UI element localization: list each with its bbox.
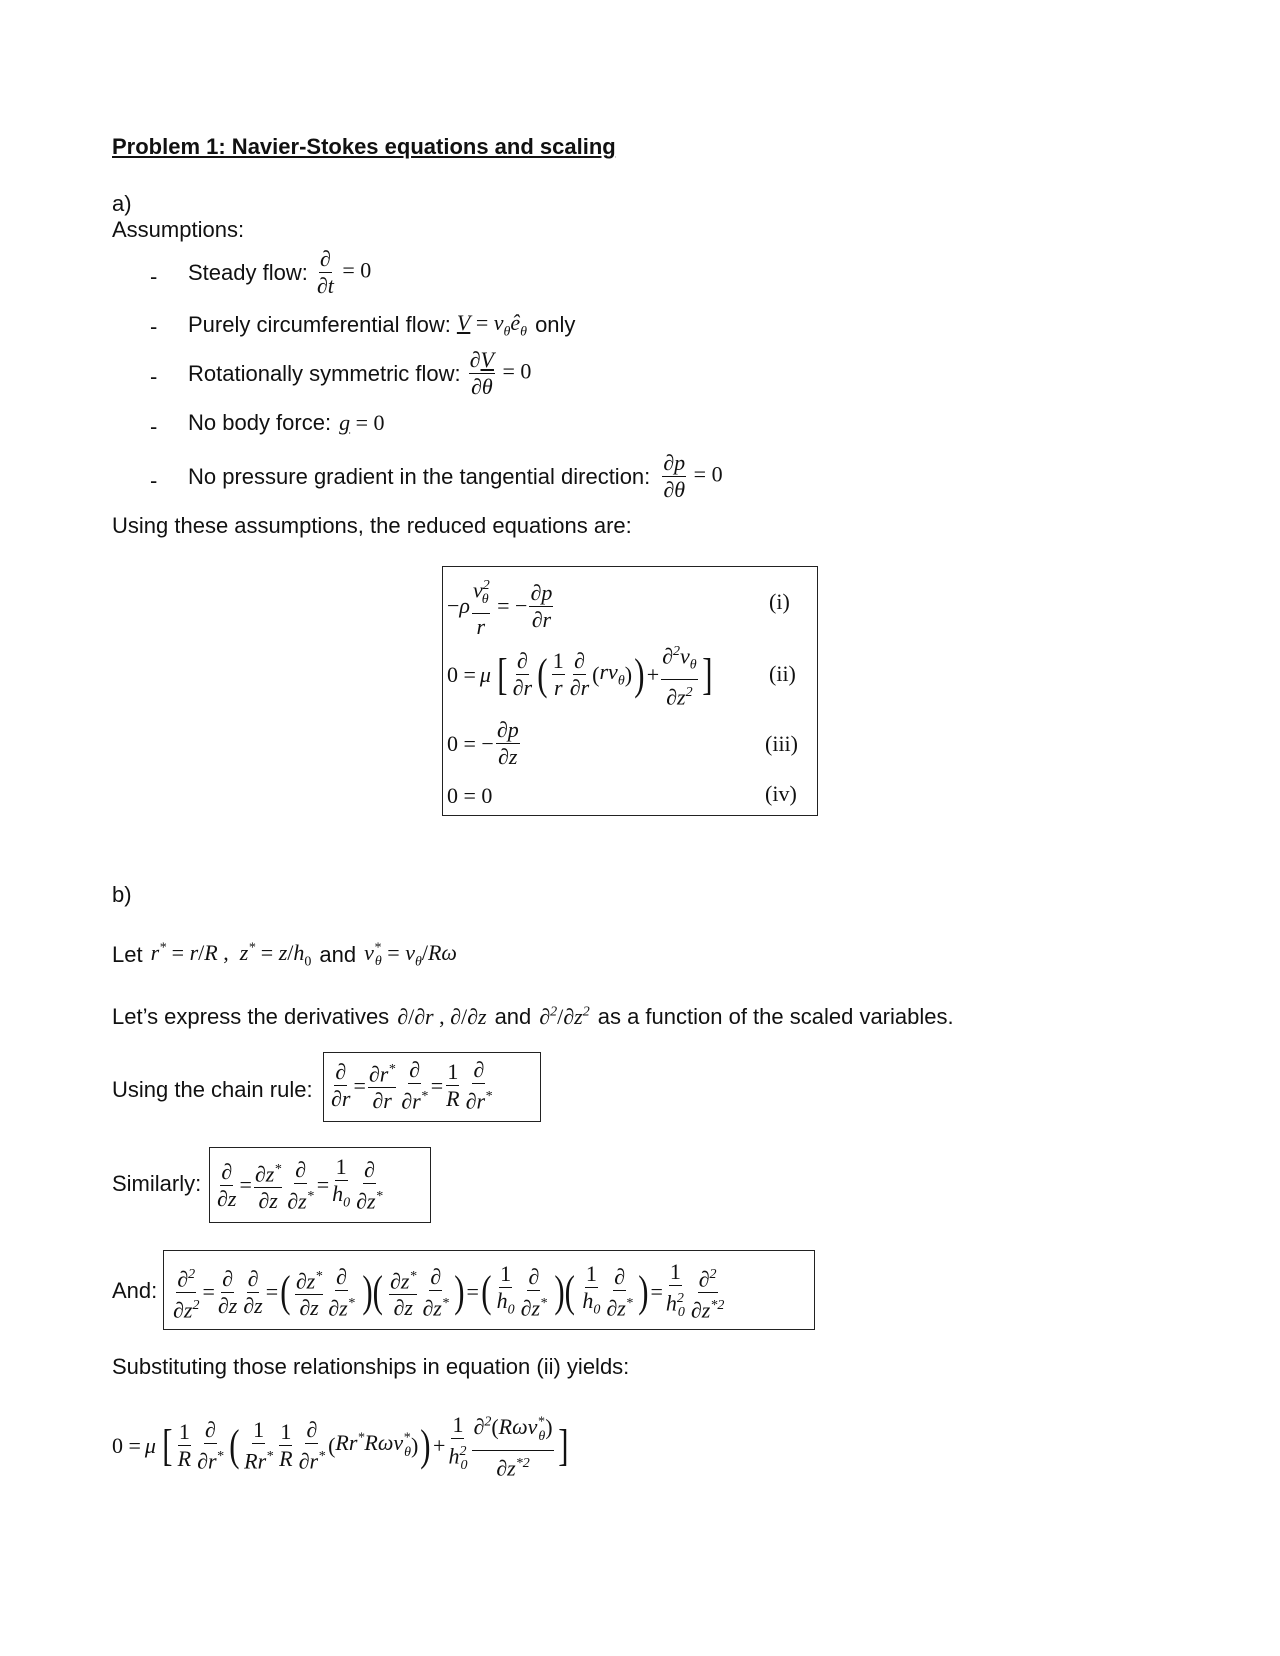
second-derivative-equation: $\frac{\partial^2}{\partial z^2}$ = $\frac{\partial}{\partial z}$ $\frac{\partial}{\partial z}$ = ( $\frac{\partial z^*}{\partial z}$ $\frac{\partial}{\partial z^*}$ )( $\frac{\partial z^*}{\partial z}$ $\frac{\partial}{\partial z^*}$ ) = ( $\frac{1}{h_0}$ $\frac{\partial}{\partial z^*}$ )( $\frac{1}{h_0}$ $\frac{\partial}{\partial z^*}$ ) = $\frac{1}{h^2_0}$ $\frac{\partial^2}{\partial z^{*2}}$ [173,1259,725,1323]
assumption-suffix: only [535,312,576,338]
let-label: Let [112,942,143,968]
bullet-dash: - [150,468,158,493]
express-text-b: as a function of the scaled variables. [597,1004,954,1029]
assumption-no-pressure-gradient [188,450,723,503]
math: $\partial^2/\partial z^2$ [539,1004,590,1029]
assumption-label: Purely circumferential flow: [188,312,451,338]
assumption-label: No pressure gradient in the tangential direction: [188,463,651,489]
assumption-label: Steady flow: [188,259,308,285]
second-derivative-box [163,1250,815,1330]
and-word: and [494,1004,532,1029]
assumption-steady-flow [188,246,371,299]
equation-label: (ii) [769,661,796,686]
assumption-circumferential [188,310,575,340]
part-b-label: b) [112,882,132,907]
equation-label: (i) [769,589,790,614]
substituting-text: Substituting those relationships in equation (ii) yields: [112,1354,630,1379]
express-text-a: Let’s express the derivatives [112,1004,390,1029]
equation-label: (iv) [765,781,797,806]
chain-rule-box [323,1052,541,1122]
equation-ii: 0 = μ [ $\frac{\partial}{\partial r}$ ( $\frac{1}{r}$ $\frac{\partial}{\partial r}$ ( $rv_\theta$ ) ) + $\frac{\partial^2v_\theta}{\partial z^2}$ ] [447,639,714,710]
math: $\frac{\partial V}{\partial\theta}$ = 0 [469,347,532,399]
bullet-dash: - [150,314,158,339]
math: $\frac{\partial p}{\partial\theta}$ = 0 [663,450,723,502]
part-a-label: a) [112,191,132,216]
equation-iv: 0 = 0 [447,783,493,808]
assumption-label: Rotationally symmetric flow: [188,360,461,386]
similarly-label: Similarly: [112,1171,202,1196]
math: $v^*_\theta = v_\theta/R\omega$ [364,940,457,970]
bullet-dash: - [150,264,158,289]
chain-rule-equation: $\frac{\partial}{\partial r}$ = $\frac{\partial r^*}{\partial r}$ $\frac{\partial}{\partial r^*}$ = $\frac{1}{R}$ $\frac{\partial}{\partial r^*}$ [331,1057,493,1114]
scaled-equation-ii: 0 = μ [ $\frac{1}{R}$ $\frac{\partial}{\partial r^*}$ ( $\frac{1}{Rr^*}$ $\frac{1}{R}$ $\frac{\partial}{\partial r^*}$ ( Rr*Rωv*$_\theta$ ) ) + $\frac{1}{h^2_0}$ $\frac{\partial^2(R\omega v^*_\theta)}{\partial z^{*2}}$ ] [112,1410,570,1481]
page-title: Problem 1: Navier-Stokes equations and scaling [112,134,616,159]
similarly-box [209,1147,431,1223]
math: $\frac{\partial}{\partial t}$ = 0 [316,246,372,298]
chain-rule-label: Using the chain rule: [112,1077,313,1102]
assumptions-heading: Assumptions: [112,217,245,242]
assumption-label: No body force: [188,410,332,435]
bullet-dash: - [150,364,158,389]
math: r* = r/R , $z^* = z/h_0$ [150,940,312,970]
math: $V = v_\theta ê_\theta$ [456,310,528,340]
equation-label: (iii) [765,731,798,756]
math: ∂/∂r , ∂/∂z [397,1004,487,1029]
bullet-dash: - [150,414,158,439]
derivatives-sentence [112,1004,954,1030]
z-derivative-equation: $\frac{\partial}{\partial z}$ = $\frac{\partial z^*}{\partial z}$ $\frac{\partial}{\partial z^*}$ = $\frac{1}{h_0}$ $\frac{\partial}{\partial z^*}$ [217,1154,383,1213]
equation-iii: 0 = − $\frac{\partial p}{\partial z}$ [447,717,519,769]
math: g = 0 [339,410,385,435]
equation-i: − ρ $\frac{v^2_\theta}{r}$ = − $\frac{\partial p}{\partial r}$ [447,573,555,640]
assumption-no-body-force [188,410,385,436]
assumption-rotational [188,347,531,400]
reduced-equations-box [442,566,818,816]
reduced-intro: Using these assumptions, the reduced equations are: [112,513,632,538]
and-label: And: [112,1278,158,1303]
and-word: and [319,942,357,968]
scaling-definitions [112,940,457,970]
